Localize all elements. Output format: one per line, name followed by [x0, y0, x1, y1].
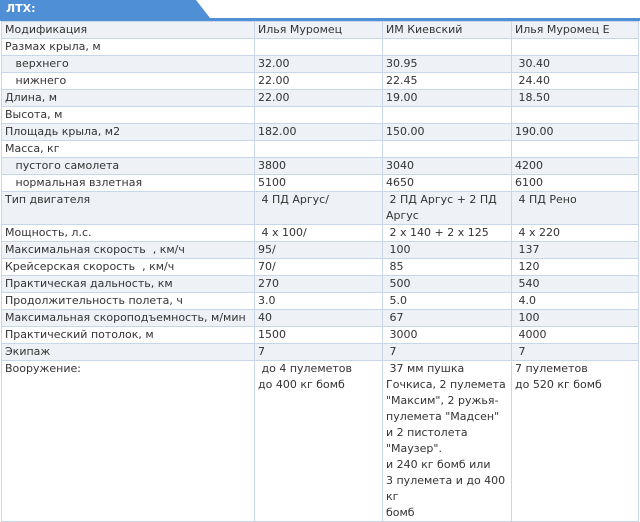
row-label-cell: Максимальная скорость , км/ч: [2, 242, 255, 259]
table-row: [2, 361, 639, 522]
value-cell: 19.00: [383, 90, 512, 107]
value-cell: 4000: [512, 327, 639, 344]
row-label-cell: Практический потолок, м: [2, 327, 255, 344]
value-cell: 4 x 220: [512, 225, 639, 242]
section-title: ЛТХ:: [6, 2, 36, 15]
row-label-cell: Крейсерская скорость , км/ч: [2, 259, 255, 276]
value-cell: 4 x 100/: [255, 225, 383, 242]
value-cell: 100: [383, 242, 512, 259]
value-cell: [255, 141, 383, 158]
value-cell: 85: [383, 259, 512, 276]
row-label-cell: Максимальная скороподъемность, м/мин: [2, 310, 255, 327]
value-cell: 18.50: [512, 90, 639, 107]
value-cell: 24.40: [512, 73, 639, 90]
value-cell: 37 мм пушка Гочкиса, 2 пулемета "Максим", 2 ружья-пулемета "Мадсен" и 2 пистолета "Маузер". и 240 кг бомб или 3 пулемета и до 400 кг бомб: [383, 361, 512, 522]
value-cell: 120: [512, 259, 639, 276]
table-row: [2, 310, 639, 327]
value-cell: 4650: [383, 175, 512, 192]
value-cell: 3000: [383, 327, 512, 344]
value-cell: 7: [255, 344, 383, 361]
value-cell: 1500: [255, 327, 383, 344]
value-cell: 40: [255, 310, 383, 327]
row-label-cell: верхнего: [2, 56, 255, 73]
value-cell: 540: [512, 276, 639, 293]
table-row: [2, 293, 639, 310]
value-cell: 5.0: [383, 293, 512, 310]
value-cell: [512, 39, 639, 56]
value-cell: [383, 141, 512, 158]
value-cell: [512, 141, 639, 158]
value-cell: [512, 107, 639, 124]
header-cell: ИМ Киевский: [383, 22, 512, 39]
row-label-cell: Длина, м: [2, 90, 255, 107]
row-label-cell: Масса, кг: [2, 141, 255, 158]
table-row: [2, 344, 639, 361]
table-row: [2, 90, 639, 107]
value-cell: 22.00: [255, 90, 383, 107]
value-cell: 22.45: [383, 73, 512, 90]
value-cell: 70/: [255, 259, 383, 276]
value-cell: 32.00: [255, 56, 383, 73]
value-cell: 2 x 140 + 2 x 125: [383, 225, 512, 242]
table-row: [2, 327, 639, 344]
value-cell: 5100: [255, 175, 383, 192]
row-label-cell: Экипаж: [2, 344, 255, 361]
table-row: [2, 192, 639, 225]
value-cell: 150.00: [383, 124, 512, 141]
value-cell: [383, 39, 512, 56]
value-cell: 190.00: [512, 124, 639, 141]
value-cell: 3800: [255, 158, 383, 175]
row-label-cell: Мощность, л.с.: [2, 225, 255, 242]
table-row: [2, 175, 639, 192]
value-cell: 30.40: [512, 56, 639, 73]
specs-table: [1, 21, 639, 522]
header-cell: Модификация: [2, 22, 255, 39]
table-row: [2, 73, 639, 90]
value-cell: 4.0: [512, 293, 639, 310]
value-cell: 2 ПД Аргус + 2 ПД Аргус: [383, 192, 512, 225]
header-cell: Илья Муромец Е: [512, 22, 639, 39]
value-cell: 4 ПД Аргус/: [255, 192, 383, 225]
value-cell: 3.0: [255, 293, 383, 310]
table-row: [2, 39, 639, 56]
row-label-cell: пустого самолета: [2, 158, 255, 175]
value-cell: 270: [255, 276, 383, 293]
row-label-cell: Вооружение:: [2, 361, 255, 522]
value-cell: 137: [512, 242, 639, 259]
table-row: [2, 259, 639, 276]
row-label-cell: Размах крыла, м: [2, 39, 255, 56]
value-cell: до 4 пулеметов до 400 кг бомб: [255, 361, 383, 522]
table-header-row: [2, 22, 639, 39]
table-row: [2, 56, 639, 73]
value-cell: 7: [383, 344, 512, 361]
table-row: [2, 107, 639, 124]
table-row: [2, 158, 639, 175]
table-row: [2, 276, 639, 293]
row-label-cell: Высота, м: [2, 107, 255, 124]
table-row: [2, 225, 639, 242]
value-cell: 100: [512, 310, 639, 327]
header-cell: Илья Муромец: [255, 22, 383, 39]
value-cell: 67: [383, 310, 512, 327]
value-cell: [255, 107, 383, 124]
value-cell: 30.95: [383, 56, 512, 73]
value-cell: [255, 39, 383, 56]
value-cell: [383, 107, 512, 124]
table-row: [2, 141, 639, 158]
row-label-cell: нижнего: [2, 73, 255, 90]
row-label-cell: Продолжительность полета, ч: [2, 293, 255, 310]
value-cell: 7: [512, 344, 639, 361]
value-cell: 4200: [512, 158, 639, 175]
row-label-cell: Площадь крыла, м2: [2, 124, 255, 141]
value-cell: 3040: [383, 158, 512, 175]
value-cell: 22.00: [255, 73, 383, 90]
row-label-cell: Тип двигателя: [2, 192, 255, 225]
section-header: [0, 0, 640, 21]
row-label-cell: Практическая дальность, км: [2, 276, 255, 293]
value-cell: 4 ПД Рено: [512, 192, 639, 225]
value-cell: 6100: [512, 175, 639, 192]
value-cell: 7 пулеметов до 520 кг бомб: [512, 361, 639, 522]
table-row: [2, 124, 639, 141]
row-label-cell: нормальная взлетная: [2, 175, 255, 192]
value-cell: 500: [383, 276, 512, 293]
table-row: [2, 242, 639, 259]
value-cell: 95/: [255, 242, 383, 259]
value-cell: 182.00: [255, 124, 383, 141]
